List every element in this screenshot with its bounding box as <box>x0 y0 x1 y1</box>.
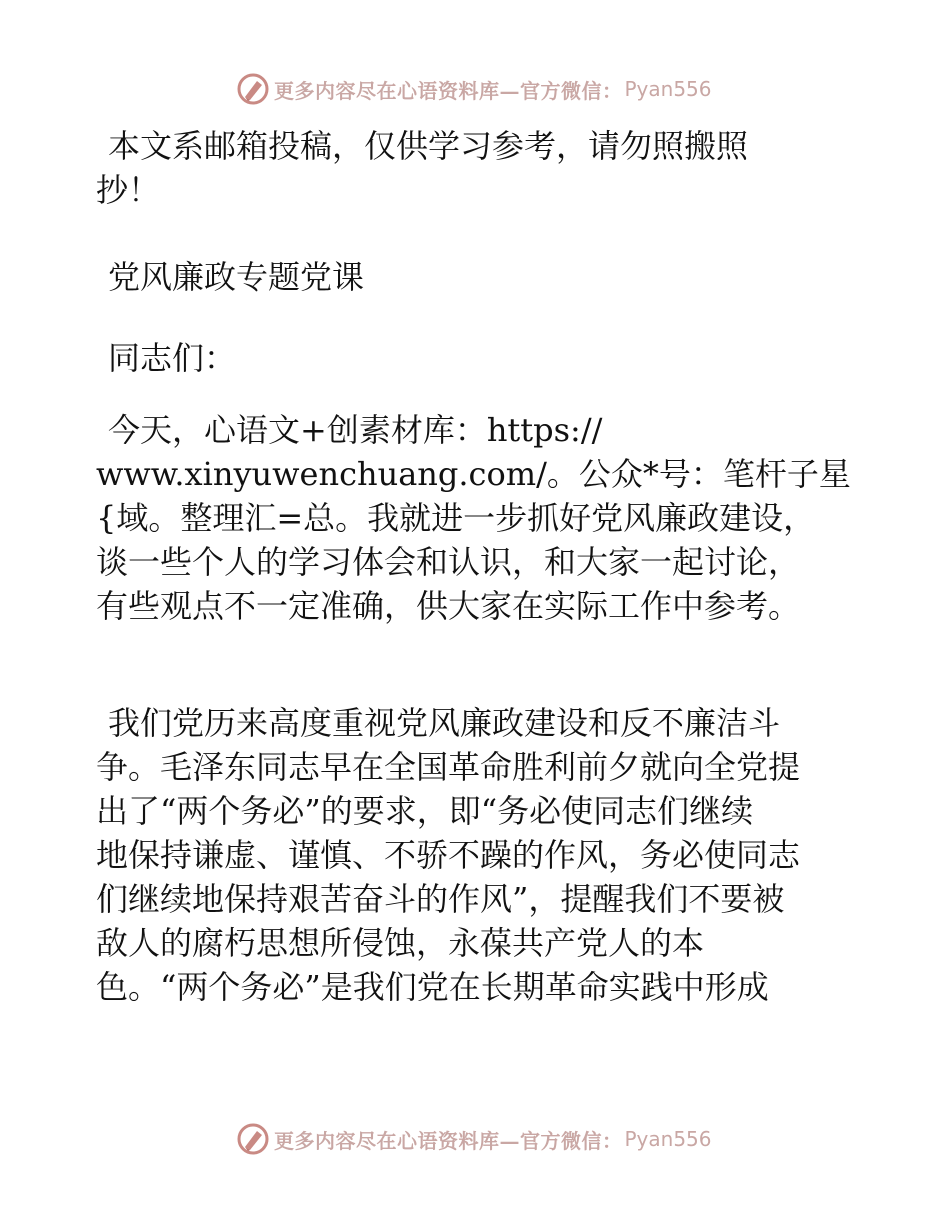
watermark-banner-top <box>236 72 712 106</box>
paragraph-1 <box>96 408 851 628</box>
paragraph-2-line-3: 出了“两个务必”的要求，即“务必使同志们继续 <box>96 792 754 830</box>
notice-line-1: 本文系邮箱投稿，仅供学习参考，请勿照搬照 <box>108 127 749 165</box>
paragraph-2-line-2: 争。毛泽东同志早在全国革命胜利前夕就向全党提 <box>96 748 801 786</box>
paragraph-2-line-4: 地保持谦虚、谨慎、不骄不躁的作风，务必使同志 <box>96 836 801 874</box>
notice-paragraph <box>96 124 748 212</box>
watermark-text: 更多内容尽在心语资料库—官方微信： <box>274 78 623 103</box>
notice-line-2: 抄！ <box>96 171 161 209</box>
paragraph-2-line-1: 我们党历来高度重视党风廉政建设和反不廉洁斗 <box>108 704 781 742</box>
watermark-text: 更多内容尽在心语资料库—官方微信： <box>274 1128 623 1153</box>
watermark-account: Pyan556 <box>624 77 712 101</box>
title-text: 党风廉政专题党课 <box>108 258 365 296</box>
paragraph-1-line-2: www.xinyuwenchuang.com/。公众*号：笔杆子星 <box>96 455 851 493</box>
paragraph-1-line-1: 今天，心语文+创素材库：https:// <box>108 411 603 449</box>
paragraph-2-line-5: 们继续地保持艰苦奋斗的作风”，提醒我们不要被 <box>96 880 785 918</box>
pen-logo-icon <box>236 1122 270 1156</box>
document-title <box>96 255 364 299</box>
paragraph-1-line-4: 谈一些个人的学习体会和认识，和大家一起讨论， <box>96 543 801 581</box>
paragraph-2-line-7: 色。“两个务必”是我们党在长期革命实践中形成 <box>96 968 769 1006</box>
salutation <box>96 336 236 380</box>
paragraph-2-line-6: 敌人的腐朽思想所侵蚀，永葆共产党人的本 <box>96 924 705 962</box>
paragraph-2 <box>96 701 800 1009</box>
salutation-text: 同志们： <box>108 339 237 377</box>
watermark-banner-bottom <box>236 1122 712 1156</box>
pen-logo-icon <box>236 72 270 106</box>
paragraph-1-line-5: 有些观点不一定准确，供大家在实际工作中参考。 <box>96 587 801 625</box>
paragraph-1-line-3: {域。整理汇=总。我就进一步抓好党风廉政建设， <box>96 499 816 537</box>
watermark-account: Pyan556 <box>624 1127 712 1151</box>
